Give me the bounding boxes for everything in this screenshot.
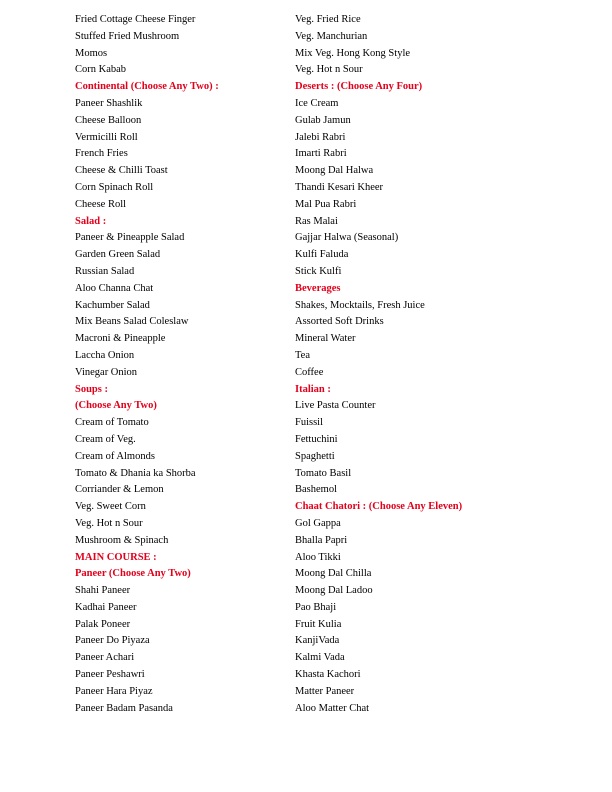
menu-item-cream-of-almonds: Cream of Almonds	[75, 450, 155, 462]
menu-item-tomato-basil: Tomato Basil	[295, 467, 352, 479]
section-heading-deserts-choose-any-four: Deserts : (Choose Any Four)	[295, 81, 423, 93]
menu-item-russian-salad: Russian Salad	[75, 265, 135, 277]
menu-item-tomato-dhania-ka-shorba: Tomato & Dhania ka Shorba	[75, 467, 196, 479]
menu-item-veg-hot-n-sour: Veg. Hot n Sour	[295, 64, 363, 76]
menu-item-aloo-matter-chat: Aloo Matter Chat	[295, 702, 370, 714]
menu-item-ras-malai: Ras Malai	[295, 215, 338, 227]
menu-item-bhalla-papri: Bhalla Papri	[295, 534, 348, 546]
menu-item-palak-poneer: Palak Poneer	[75, 618, 131, 630]
menu-item-cheese-chilli-toast: Cheese & Chilli Toast	[75, 165, 168, 177]
menu-item-assorted-soft-drinks: Assorted Soft Drinks	[295, 316, 384, 328]
menu-item-vermicilli-roll: Vermicilli Roll	[75, 131, 138, 143]
menu-item-veg-fried-rice: Veg. Fried Rice	[295, 14, 361, 25]
menu-item-kachumber-salad: Kachumber Salad	[75, 299, 150, 311]
section-heading-chaat-chatori-choose-any-eleven: Chaat Chatori : (Choose Any Eleven)	[295, 501, 463, 513]
menu-item-cheese-balloon: Cheese Balloon	[75, 114, 142, 126]
menu-item-khasta-kachori: Khasta Kachori	[295, 669, 361, 681]
section-heading-soups: Soups :	[75, 383, 108, 395]
menu-item-paneer-peshawri: Paneer Peshawri	[75, 669, 145, 681]
menu-item-spaghetti: Spaghetti	[295, 450, 335, 462]
menu-item-garden-green-salad: Garden Green Salad	[75, 249, 161, 261]
menu-item-shahi-paneer: Shahi Paneer	[75, 585, 131, 597]
menu-item-veg-sweet-corn: Veg. Sweet Corn	[75, 501, 146, 513]
menu-item-macroni-pineapple: Macroni & Pineapple	[75, 333, 166, 345]
menu-item-fuissil: Fuissil	[295, 417, 324, 429]
menu-item-pao-bhaji: Pao Bhaji	[295, 601, 337, 613]
menu-item-aloo-channa-chat: Aloo Channa Chat	[75, 282, 154, 294]
menu-right-column	[295, 12, 595, 717]
menu-item-paneer-shashlik: Paneer Shashlik	[75, 97, 143, 109]
menu-item-cream-of-veg: Cream of Veg.	[75, 433, 136, 445]
menu-item-veg-hot-n-sour: Veg. Hot n Sour	[75, 517, 143, 529]
section-heading-beverages: Beverages	[295, 282, 341, 294]
menu-item-fettuchini: Fettuchini	[295, 433, 338, 445]
menu-item-paneer-hara-piyaz: Paneer Hara Piyaz	[75, 685, 153, 697]
menu-item-fruit-kulia: Fruit Kulia	[295, 618, 342, 630]
section-heading-choose-any-two: (Choose Any Two)	[75, 400, 157, 412]
menu-item-live-pasta-counter: Live Pasta Counter	[295, 400, 376, 412]
menu-item-fried-cottage-cheese-finger: Fried Cottage Cheese Finger	[75, 14, 196, 25]
section-heading-italian: Italian :	[295, 383, 331, 395]
menu-item-shakes-mocktails-fresh-juice: Shakes, Mocktails, Fresh Juice	[295, 299, 425, 311]
menu-item-mix-beans-salad-coleslaw: Mix Beans Salad Coleslaw	[75, 316, 189, 328]
menu-item-aloo-tikki: Aloo Tikki	[295, 551, 341, 563]
section-heading-main-course: MAIN COURSE :	[75, 551, 157, 563]
menu-item-french-fries: French Fries	[75, 148, 128, 160]
menu-item-paneer-pineapple-salad: Paneer & Pineapple Salad	[75, 232, 185, 244]
menu-item-stuffed-fried-mushroom: Stuffed Fried Mushroom	[75, 30, 180, 42]
section-heading-paneer-choose-any-two: Paneer (Choose Any Two)	[75, 568, 191, 580]
menu-item-mushroom-spinach: Mushroom & Spinach	[75, 534, 169, 546]
menu-item-paneer-badam-pasanda: Paneer Badam Pasanda	[75, 702, 173, 714]
menu-item-jalebi-rabri: Jalebi Rabri	[295, 131, 346, 143]
menu-item-coffee: Coffee	[295, 366, 324, 378]
menu-item-cheese-roll: Cheese Roll	[75, 198, 127, 210]
menu-item-mal-pua-rabri: Mal Pua Rabri	[295, 198, 357, 210]
section-heading-continental-choose-any-two: Continental (Choose Any Two) :	[75, 81, 219, 93]
menu-item-gajjar-halwa-seasonal: Gajjar Halwa (Seasonal)	[295, 232, 399, 244]
menu-item-laccha-onion: Laccha Onion	[75, 349, 135, 361]
section-heading-salad: Salad :	[75, 215, 107, 227]
menu-item-kanjivada: KanjiVada	[295, 635, 340, 647]
menu-item-momos: Momos	[75, 47, 108, 59]
menu-item-moong-dal-ladoo: Moong Dal Ladoo	[295, 585, 373, 597]
menu-item-tea: Tea	[295, 349, 311, 361]
menu-item-vinegar-onion: Vinegar Onion	[75, 366, 138, 378]
menu-left-column	[75, 12, 275, 717]
menu-item-cream-of-tomato: Cream of Tomato	[75, 417, 149, 429]
menu-item-mineral-water: Mineral Water	[295, 333, 356, 345]
menu-item-moong-dal-halwa: Moong Dal Halwa	[295, 165, 374, 177]
menu-item-kalmi-vada: Kalmi Vada	[295, 652, 345, 664]
menu-item-corn-kabab: Corn Kabab	[75, 64, 127, 76]
menu-item-paneer-do-piyaza: Paneer Do Piyaza	[75, 635, 150, 647]
menu-item-gulab-jamun: Gulab Jamun	[295, 114, 351, 126]
menu-item-kulfi-faluda: Kulfi Faluda	[295, 249, 349, 261]
menu-item-kadhai-paneer: Kadhai Paneer	[75, 601, 137, 613]
menu-item-moong-dal-chilla: Moong Dal Chilla	[295, 568, 372, 580]
menu-item-corriander-lemon: Corriander & Lemon	[75, 484, 164, 496]
menu-item-stick-kulfi: Stick Kulfi	[295, 265, 342, 277]
menu-item-veg-manchurian: Veg. Manchurian	[295, 30, 368, 42]
menu-item-paneer-achari: Paneer Achari	[75, 652, 135, 664]
menu-item-corn-spinach-roll: Corn Spinach Roll	[75, 181, 154, 193]
menu-item-ice-cream: Ice Cream	[295, 97, 339, 109]
menu-item-bashemol: Bashemol	[295, 484, 337, 496]
menu-item-mix-veg-hong-kong-style: Mix Veg. Hong Kong Style	[295, 47, 411, 59]
menu-item-thandi-kesari-kheer: Thandi Kesari Kheer	[295, 181, 384, 193]
menu-item-gol-gappa: Gol Gappa	[295, 517, 341, 529]
menu-item-imarti-rabri: Imarti Rabri	[295, 148, 347, 160]
menu-item-matter-paneer: Matter Paneer	[295, 685, 355, 697]
